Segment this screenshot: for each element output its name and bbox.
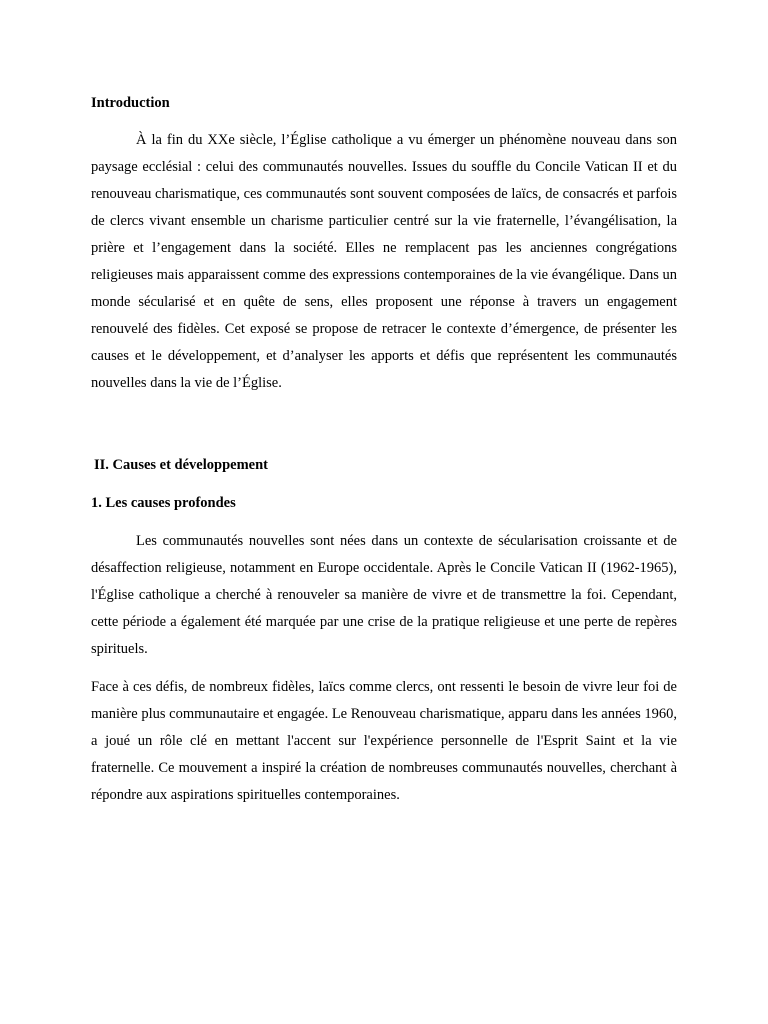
paragraph-causes-context: Les communautés nouvelles sont nées dans un contexte de sécularisation croissante et de désaffection religieuse, notamment en Europe occidentale. Après le Concile Vatican II (1962-1965), l'Église catholique a cherché à renouveler sa manière de vivre et de transmettre la foi. Cependant, cette période a également été marquée par une crise de la pratique religieuse et une perte de repères spirituels. (91, 533, 677, 657)
introduction-paragraph: À la fin du XXe siècle, l’Église catholique a vu émerger un phénomène nouveau dans son paysage ecclésial : celui des communautés nouvelles. Issues du souffle du Concile Vatican II et du renouveau charismatique, ces communautés sont souvent composées de laïcs, de consacrés et parfois de clercs vivant ensemble un charisme particulier centré sur la vie fraternelle, l’évangélisation, la prière et l’engagement dans la société. Elles ne remplacent pas les anciennes congrégations religieuses mais apparaissent comme des expressions contemporaines de la vie évangélique. Dans un monde sécularisé et en quête de sens, elles proposent une réponse à travers un engagement renouvelé des fidèles. Cet exposé se propose de retracer le contexte d’émergence, de présenter les causes et le développement, et d’analyser les apports et défis que représentent les communautés nouvelles dans la vie de l’Église. (91, 132, 677, 391)
document-body (91, 91, 677, 809)
paragraph-causes-response: Face à ces défis, de nombreux fidèles, laïcs comme clercs, ont ressenti le besoin de vivre leur foi de manière plus communautaire et engagée. Le Renouveau charismatique, apparu dans les années 1960, a joué un rôle clé en mettant l'accent sur l'expérience personnelle de l'Esprit Saint et la vie fraternelle. Ce mouvement a inspiré la création de nombreuses communautés nouvelles, cherchant à répondre aux aspirations spirituelles contemporaines. (91, 679, 677, 803)
subsection-heading-causes-profondes: 1. Les causes profondes (91, 495, 236, 511)
section-heading-causes-developpement: II. Causes et développement (94, 457, 268, 473)
introduction-heading: Introduction (91, 95, 170, 111)
